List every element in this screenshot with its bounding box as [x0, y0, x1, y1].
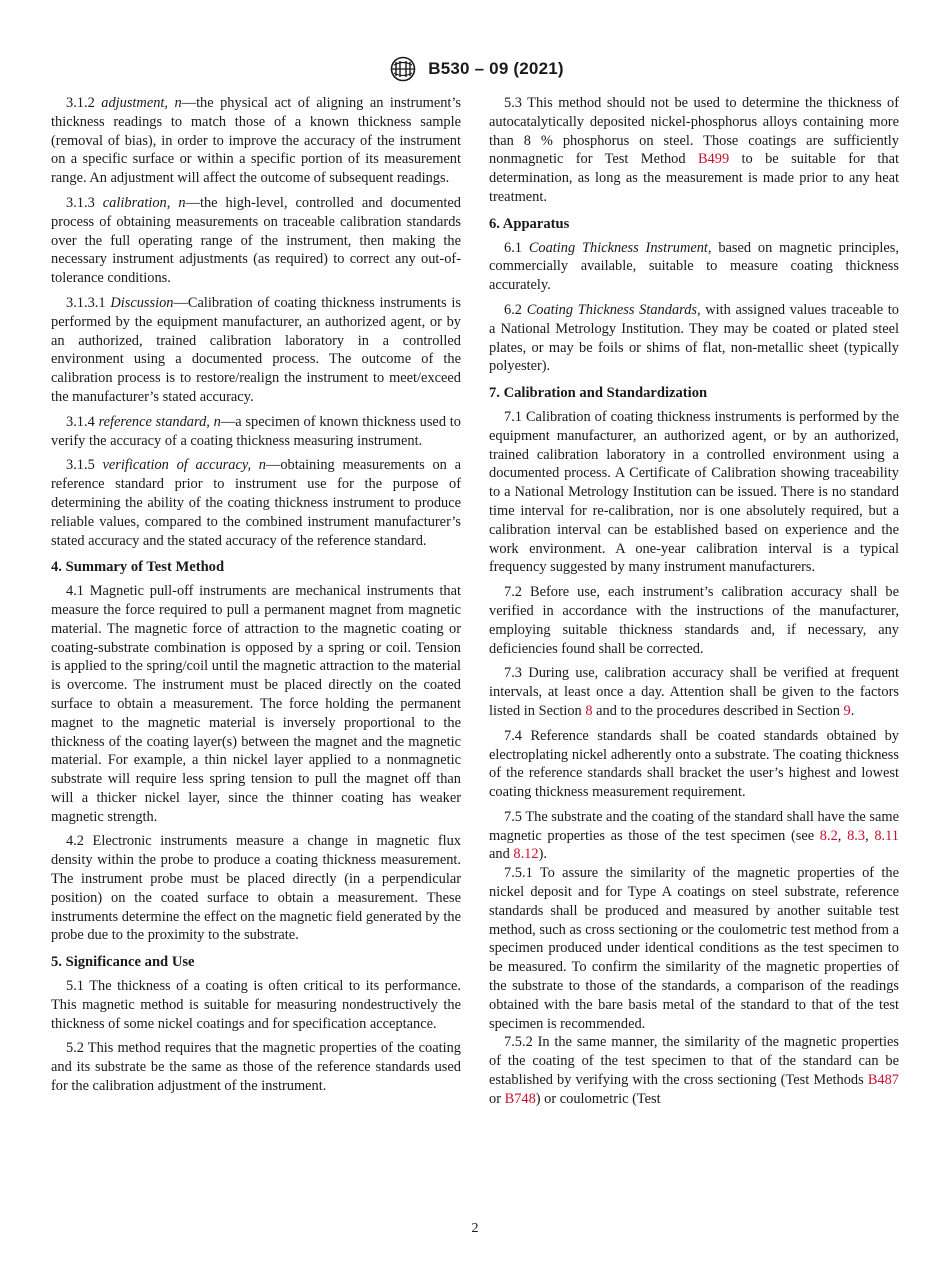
link-8-3[interactable]: 8.3 — [847, 827, 866, 844]
link-8-2[interactable]: 8.2 — [819, 827, 838, 844]
section-7-heading: 7. Calibration and Standardization — [489, 385, 708, 402]
section-5-heading: 5. Significance and Use — [51, 954, 195, 971]
paragraph-7-5-1: 7.5.1 To assure the similarity of the magnetic properties of the nickel deposit and for Type A coatings on steel substrate, reference standards shall be produced and measured by another suitable test method, such as cross sectioning or the coulometric test method from a specimen produced under identical conditions as the test specimen to be measured. To confirm the similarity of the magnetic properties of the substrate to those of the standards, a comparison of the readings obtained with the bare basis metal of the standard to that of the test specimen is recommended. — [489, 865, 899, 1032]
paragraph-4-2: 4.2 Electronic instruments measure a change in magnetic flux density within the probe to produce a coating thickness measurement. The instrument probe must be placed directly (in a perpendicular position) on the coated surface to obtain a measurement. These instruments determine the effect on the magnetic field generated by the probe due to the proximity to the substrate. — [51, 833, 461, 944]
link-section-9[interactable]: 9 — [843, 702, 851, 719]
link-b499[interactable]: B499 — [697, 151, 730, 168]
paragraph-4-1: 4.1 Magnetic pull-off instruments are mechanical instruments that measure the force required to pull a permanent magnet from magnetic material. The magnetic force of attraction to the magnetic coating or coating-substrate combination is opposed by a spring or coil. Tension is applied to the spring/coil until the magnetic attraction to the material is overcome. The instrument must be placed directly on the coated surface to obtain a measurement. The force holding the permanent magnet to the magnetic material is inversely proportional to the thickness of the coating layer(s) between the magnet and the magnetic material. For example, a thin nickel layer applied to a nonmagnetic substrate will require less spring tension to pull the magnet off than will a thicker nickel layer, since the thinner coating has weaker magnetic strength. — [51, 583, 461, 825]
page-number: 2 — [471, 1221, 479, 1236]
link-8-12[interactable]: 8.12 — [513, 846, 539, 863]
paragraph-6-1: 6.1 Coating Thickness Instrument, based on magnetic principles, commercially available, suitable to measure coating thickness accurately. — [489, 239, 899, 294]
paragraph-7-4: 7.4 Reference standards shall be coated standards obtained by electroplating nickel adherently onto a substrate. The coating thickness of the reference standards shall bracket the user’s highest and lowest coating thickness measurement requirement. — [489, 727, 899, 801]
paragraph-3-1-4: 3.1.4 reference standard, n—a specimen of known thickness used to verify the accuracy of a coating thickness measuring instrument. — [51, 413, 461, 449]
paragraph-7-2: 7.2 Before use, each instrument’s calibration accuracy shall be verified in accordance with the instructions of the manufacturer, employing suitable thickness standards and, if necessary, any deficiencies found shall be corrected. — [489, 584, 899, 657]
link-section-8[interactable]: 8 — [585, 702, 593, 719]
paragraph-5-1: 5.1 The thickness of a coating is often critical to its performance. This magnetic method is suitable for measuring nondestructively the thickness of some nickel coatings and for specification acceptance. — [51, 978, 461, 1032]
paragraph-7-1: 7.1 Calibration of coating thickness instruments is performed by the equipment manufacturer, an authorized agent, or by an authorized, trained calibration laboratory in a controlled environment using a documented process. A Certificate of Calibration showing traceability to a National Metrology Institution can be issued. There is no standard time interval for re-calibration, nor is one absolutely required, but a calibration interval can be established based on experience and the work environment. A one-year calibration interval is a typical frequency suggested by many instrument manufacturers. — [489, 408, 899, 576]
link-b748[interactable]: B748 — [504, 1090, 536, 1107]
paragraph-3-1-3: 3.1.3 calibration, n—the high-level, controlled and documented process of obtaining measurements on traceable calibration standards over the full operating range of the instrument, then making the necessary instrument adjustments (as required) to correct any out-of-tolerance conditions. — [51, 194, 461, 287]
astm-logo-icon — [386, 56, 420, 82]
standard-designation: B530 – 09 (2021) — [428, 59, 564, 78]
page-header — [0, 56, 950, 82]
section-6-heading: 6. Apparatus — [489, 215, 570, 232]
paragraph-5-2: 5.2 This method requires that the magnetic properties of the coating and its substrate be the same as those of the reference standards used for the calibration adjustment of the instrument. — [51, 1040, 461, 1095]
paragraph-7-3: 7.3 During use, calibration accuracy shall be verified at frequent intervals, at least once a day. Attention shall be given to the factors listed in Section 8 and to the procedures described in Section 9. — [489, 665, 899, 719]
paragraph-3-1-3-1: 3.1.3.1 Discussion—Calibration of coating thickness instruments is performed by the equipment manufacturer, an authorized agent, or by an authorized, trained calibration laboratory in a controlled environment using a documented process. The outcome of the calibration process is to restore/realign the instrument to meet/exceed the manufacturer’s stated accuracy. — [51, 294, 461, 405]
paragraph-7-5-2: 7.5.2 In the same manner, the similarity of the magnetic properties of the coating of the test specimen to that of the standard can be established by verifying with the cross sectioning (Test Methods B487 or B748) or coulometric (Test — [489, 1034, 899, 1107]
paragraph-3-1-5: 3.1.5 verification of accuracy, n—obtaining measurements on a reference standard prior to instrument use for the purpose of determining the ability of the coating thickness instrument to produce reliable values, compared to the combined instrument manufacturer’s stated accuracy and the stated accuracy of the reference standard. — [51, 457, 461, 549]
section-4-heading: 4. Summary of Test Method — [51, 559, 225, 576]
paragraph-7-5: 7.5 The substrate and the coating of the standard shall have the same magnetic properties as those of the test specimen (see 8.2, 8.3, 8.11 and 8.12). — [489, 808, 899, 863]
left-column — [51, 94, 461, 1102]
paragraph-6-2: 6.2 Coating Thickness Standards, with assigned values traceable to a National Metrology Institution. They may be coated or plated steel plates, or may be foils or shims of flat, non-metallic sheet (typically polyester). — [489, 301, 899, 375]
paragraph-5-3: 5.3 This method should not be used to determine the thickness of autocatalytically deposited nickel-phosphorus alloys containing more than 8 % phosphorus on steel. Those coatings are sufficiently nonmagnetic for Test Method B499 to be suitable for that determination, as long as the measurement is made prior to any heat treatment. — [489, 95, 899, 205]
paragraph-3-1-2: 3.1.2 adjustment, n—the physical act of aligning an instrument’s thickness readings to match those of a known thickness sample (removal of bias), in order to improve the accuracy of the instrument on a specific surface or within a specific portion of its measurement range. An adjustment will affect the outcome of subsequent readings. — [51, 95, 462, 187]
link-8-11[interactable]: 8.11 — [874, 827, 899, 844]
link-b487[interactable]: B487 — [867, 1072, 899, 1089]
right-column — [489, 94, 899, 1109]
